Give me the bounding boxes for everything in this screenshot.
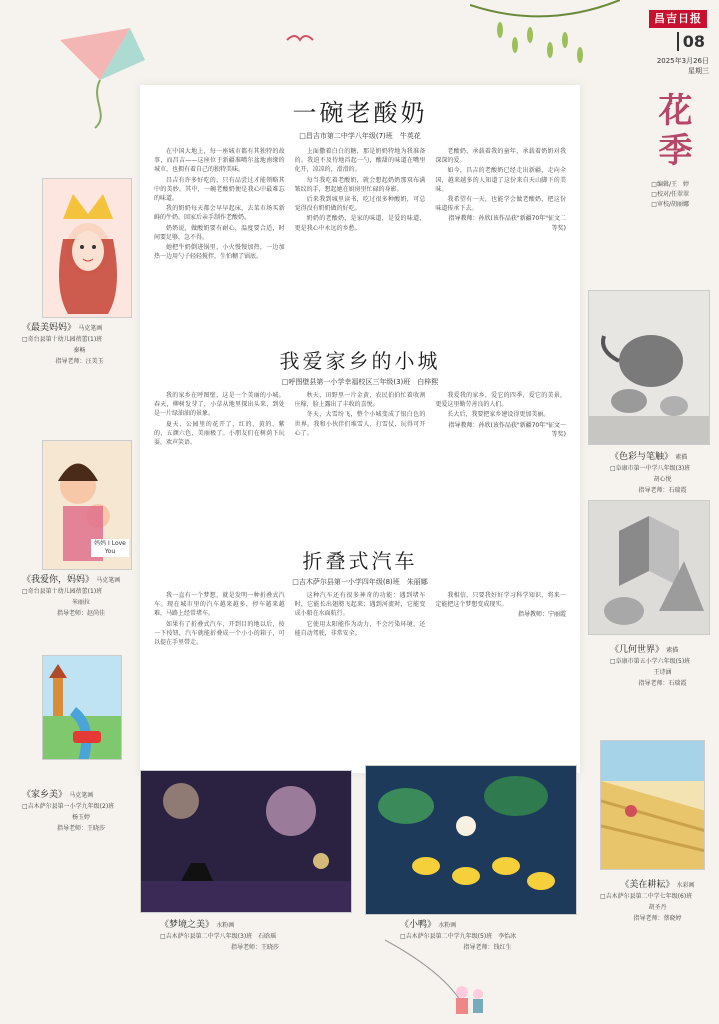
article-column <box>295 147 426 339</box>
teacher-note: 指导教师：孙欣(该作品获"新疆70年"征文二等奖) <box>448 215 567 232</box>
paragraph: 我相信，只要我好好学习科学知识，将来一定能把这个梦想变成现实。 <box>435 592 567 609</box>
article-column <box>295 391 426 541</box>
paragraph: 奶奶的老酸奶，是家的味道，是爱的味道，更是我心中永远的乡愁。 <box>294 215 426 232</box>
editor-line: □编辑/王 婷 <box>651 181 689 188</box>
artwork-caption <box>400 920 575 953</box>
article-column <box>435 147 566 339</box>
artwork-school: □吉木萨尔县第二中学八年级(3)班 石晗瑶 <box>160 933 277 940</box>
dreamland-drawing <box>141 771 352 913</box>
artwork-medium: 水彩画 <box>676 882 695 889</box>
artwork-teacher: 指导老师：石瑞霞 <box>638 680 687 687</box>
artwork-school: □阜康市第一中学八年级(3)班 <box>610 465 691 472</box>
proofreader-line: □校对/任翠翠 <box>651 191 689 198</box>
paragraph: 我的奶奶每天都会早早起床，去菜市场买新鲜的牛奶，回家后亲手制作老酸奶。 <box>154 205 285 222</box>
weekday-text: 星期三 <box>688 67 709 75</box>
artwork-sketch-teapot <box>588 290 710 445</box>
paragraph: 夏天，公园里的花开了，红的、黄的、紫的，五颜六色，美丽极了。小朋友们在树荫下玩耍，欢声笑语。 <box>154 420 285 447</box>
artwork-farming <box>600 740 705 870</box>
artwork-school: □阜康市第五小学六年级(5)班 <box>610 658 691 665</box>
artwork-title: 《美在耕耘》 <box>620 880 675 890</box>
paragraph: 我爱我的家乡，爱它的四季，爱它的美景，更爱这里勤劳善良的人们。 <box>435 392 567 409</box>
article-title: 折叠式汽车 <box>302 549 418 573</box>
article-column <box>154 391 285 541</box>
artwork-title: 《色彩与笔触》 <box>610 452 674 462</box>
farming-drawing <box>601 741 705 870</box>
article-byline: □呼图壁县第一小学幸福校区三年级(3)班 白梓熙 <box>281 378 439 386</box>
artwork-dreamland <box>140 770 352 913</box>
paragraph: 如今，昌吉的老酸奶已经走出新疆，走向全国，越来越多的人知道了这份来自天山脚下的美味。 <box>435 167 567 193</box>
paragraph: 在中国大地上，每一座城市都有其独特的故事，而昌吉——这座位于新疆准噶尔盆地南缘的城市，也拥有着自己的独特美味。 <box>154 148 285 174</box>
editor-credits <box>651 180 689 210</box>
artwork-medium: 水粉画 <box>438 922 457 929</box>
artwork-author: 杨玉婷 <box>71 814 90 821</box>
artwork-teacher: 指导老师：钱红生 <box>463 944 512 951</box>
artwork-author: 胡圣丹 <box>648 904 667 911</box>
artwork-author: 胡心悦 <box>653 476 672 483</box>
article-body <box>154 591 566 711</box>
article-column <box>154 147 285 339</box>
paragraph: 她把牛奶倒进锅里，小火慢慢加热，一边加热一边用勺子轻轻搅拌，生怕糊了锅底。 <box>154 244 285 261</box>
paragraph: 这种汽车还有很多神奇的功能：遇到堵车时，它能长出翅膀飞起来；遇到河流时，它能变成小船在水面航行。 <box>294 592 426 618</box>
artwork-title: 《最美妈妈》 <box>22 323 77 333</box>
paragraph: 老酸奶，承载着我的童年，承载着奶奶对我深深的爱。 <box>435 148 567 165</box>
teacher-note: 指导教师：孙欣(该作品获"新疆70年"征文一等奖) <box>448 421 567 438</box>
hand-sign: 妈妈 I Love You <box>91 539 129 557</box>
section-title: 花季 <box>652 92 692 172</box>
artwork-school: □吉木萨尔县第一小学九年级(2)班 <box>22 803 115 810</box>
newspaper-name: 昌吉日报 <box>649 10 707 28</box>
artwork-medium: 马克笔画 <box>78 325 103 332</box>
artwork-teacher: 指导老师：石瑞霞 <box>638 487 687 494</box>
artwork-caption <box>22 575 140 619</box>
artwork-caption <box>600 880 715 924</box>
artwork-caption <box>610 452 715 496</box>
artwork-school: □吉木萨尔县第二中学九年级(5)班 李怡冰 <box>400 933 517 940</box>
artwork-medium: 马克笔画 <box>96 577 121 584</box>
article-title: 一碗老酸奶 <box>292 99 428 127</box>
article-byline: □吉木萨尔县第一小学四年级(8)班 朱丽娜 <box>292 578 428 586</box>
artwork-hometown <box>42 655 122 760</box>
paragraph: 后来我到城里读书，吃过很多种酸奶，可总觉得没有奶奶做的好吃。 <box>294 196 426 213</box>
artwork-author: 秦畅 <box>73 347 86 354</box>
paragraph: 我希望有一天，也能学会做老酸奶，把这份味道传承下去。 <box>435 196 567 213</box>
artwork-author: 米丽拉 <box>71 599 90 606</box>
artwork-ducklings <box>365 765 577 915</box>
issue-date <box>657 56 709 76</box>
paragraph: 我一直有一个梦想，就是发明一种折叠式汽车。现在城市里的汽车越来越多，停车越来越难，马路上经常堵车。 <box>154 592 285 618</box>
hometown-drawing <box>43 656 122 760</box>
willow-illustration <box>470 0 620 90</box>
artwork-medium: 马克笔画 <box>69 792 94 799</box>
artwork-caption <box>22 790 140 834</box>
artwork-title: 《家乡美》 <box>22 790 68 800</box>
artwork-teacher: 指导老师：王晓莎 <box>230 944 279 951</box>
artwork-title: 《小鸭》 <box>400 920 437 930</box>
paragraph: 每当我吃着老酸奶，就会想起奶奶那双布满皱纹的手，想起她在厨房里忙碌的身影。 <box>294 176 426 193</box>
artwork-medium: 水粉画 <box>216 922 235 929</box>
paragraph: 长大后，我要把家乡建设得更加美丽。 <box>447 411 550 419</box>
artwork-medium: 素描 <box>666 647 679 654</box>
paragraph: 我的家乡在呼图壁，这是一个美丽的小城。春天，柳树发芽了，小草从地里探出头来，到处是一片绿油油的景象。 <box>154 392 285 418</box>
artwork-mom-portrait <box>42 178 132 318</box>
article-body <box>154 147 566 339</box>
article-column <box>435 591 566 711</box>
artwork-school: □奇台县第十幼儿园蓓蕾(1)班 <box>22 588 103 595</box>
date-text: 2025年3月26日 <box>656 57 709 65</box>
article-sheet <box>140 85 580 773</box>
ducklings-drawing <box>366 766 577 915</box>
artwork-love-mom <box>42 440 132 570</box>
artwork-title: 《梦境之美》 <box>160 920 215 930</box>
article-title: 我爱家乡的小城 <box>279 349 441 373</box>
artwork-school: □奇台县第十幼儿园蓓蕾(1)班 <box>22 336 103 343</box>
artwork-caption <box>22 323 137 367</box>
artwork-title: 《几何世界》 <box>610 645 665 655</box>
paragraph: 奶奶说，做酸奶要有耐心，温度要合适，时间要足够，急不得。 <box>154 224 285 241</box>
paragraph: 如果有了折叠式汽车，开到目的地以后，按一下按钮，汽车就能折叠成一个小小的箱子，可以提在手里带走。 <box>154 620 285 647</box>
paragraph: 上面撒着白白的糖，那是奶奶特地为我准备的。我迫不及待地舀起一勺，酸甜的味道在嘴里化开，凉凉的，滑滑的。 <box>294 148 426 174</box>
teacher-note: 指导教师：宁丽霞 <box>518 611 567 619</box>
artwork-school: □吉木萨尔县第二中学七年级(6)班 <box>600 893 693 900</box>
page-number: 08 <box>677 32 705 51</box>
artwork-medium: 素描 <box>675 454 688 461</box>
article-column <box>154 591 285 711</box>
artwork-teacher: 指导老师：蔡晓婷 <box>633 915 682 922</box>
paragraph: 冬天，大雪纷飞，整个小城变成了银白色的世界。我和小伙伴们堆雪人、打雪仗，玩得可开心了。 <box>294 411 426 437</box>
artwork-caption <box>610 645 715 689</box>
bird-icon <box>285 30 315 50</box>
portrait-drawing <box>43 179 132 318</box>
paragraph: 秋天，田野里一片金黄，农民伯伯忙着收割庄稼，脸上露出了丰收的喜悦。 <box>294 392 426 409</box>
artwork-title: 《我爱你，妈妈》 <box>22 575 95 585</box>
article-byline: □昌吉市第二中学八年级(7)班 牛英花 <box>299 132 421 140</box>
article-column <box>295 591 426 711</box>
artwork-teacher: 指导老师：赵尚佳 <box>56 610 105 617</box>
geometry-drawing <box>589 501 710 635</box>
paragraph: 昌吉有许多好吃的，只有品尝过才能领略其中的美妙。其中，一碗老酸奶便是我心中最难忘的味道。 <box>154 176 285 203</box>
article-body <box>154 391 566 541</box>
artwork-caption <box>160 920 350 953</box>
artwork-teacher: 指导老师：王晓莎 <box>56 825 105 832</box>
article-column <box>435 391 566 541</box>
artwork-teacher: 指导老师：汪美玉 <box>55 358 104 365</box>
artwork-sketch-geometry <box>588 500 710 635</box>
teapot-drawing <box>589 291 710 445</box>
reviewer-line: □审校/胡丽娜 <box>651 201 689 208</box>
paragraph: 它使用太阳能作为动力，不会污染环境，还能自动驾驶，非常安全。 <box>294 620 426 637</box>
artwork-author: 王诗涵 <box>653 669 672 676</box>
